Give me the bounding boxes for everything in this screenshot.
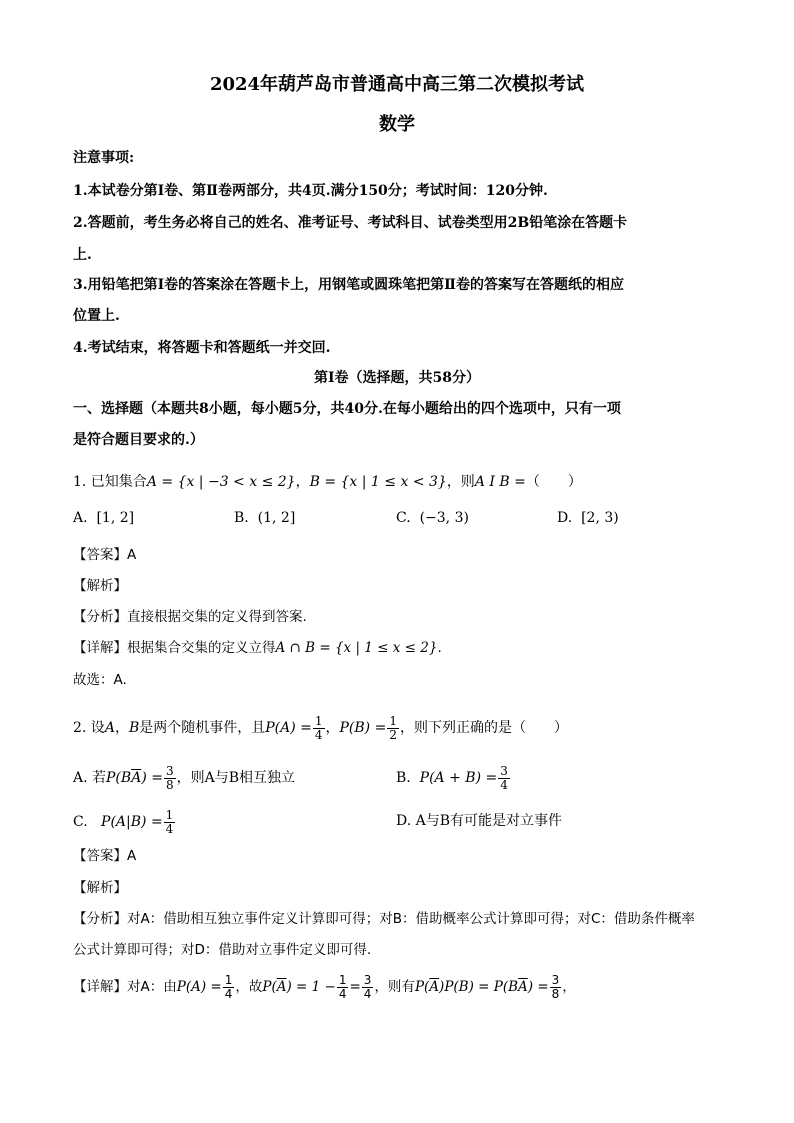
answer-blank: （ ） — [525, 474, 582, 490]
fenxi-tag: 【分析】 — [73, 609, 127, 625]
fenxi-text: 直接根据交集的定义得到答案. — [127, 609, 307, 625]
option-label: C. — [73, 814, 88, 830]
separator: ， — [325, 720, 340, 736]
subject-title: 数学 — [379, 114, 415, 135]
option-label: B. — [234, 510, 249, 526]
detail-mid: ，故 — [235, 979, 263, 995]
set-a-definition: A = {x | −3 < x ≤ 2} — [146, 474, 296, 490]
option-label: D. — [557, 510, 573, 526]
note-3-line-2: 位置上. — [73, 308, 120, 324]
detail-math: $P(\overline{A}) = 1$ − — [262, 979, 336, 995]
fraction — [223, 974, 235, 1001]
q2-detail — [73, 973, 576, 1001]
fraction — [164, 765, 176, 792]
denominator: 4 — [338, 986, 347, 1001]
option-post: ，则A与B相互独立 — [176, 770, 296, 786]
fraction — [550, 974, 562, 1001]
fraction — [362, 974, 374, 1001]
q2-option-a — [73, 764, 295, 792]
option-value: (−3, 3) — [419, 510, 469, 526]
option-expr: P(A|B) = — [101, 814, 163, 830]
q2-option-b — [396, 764, 511, 792]
event-a: A — [104, 720, 115, 736]
denominator: 4 — [363, 986, 372, 1001]
denominator: 4 — [224, 986, 233, 1001]
answer-tag: 【答案】 — [73, 848, 127, 864]
denominator: 4 — [314, 727, 323, 742]
q1-conclusion: 故选：A. — [73, 672, 127, 688]
q2-option-d: D. A与B有可能是对立事件 — [396, 813, 563, 829]
option-label: C. — [396, 510, 411, 526]
denominator: 4 — [500, 777, 508, 792]
numerator: 1 — [314, 713, 323, 728]
answer-value: A — [127, 547, 137, 563]
answer-tag: 【答案】 — [73, 547, 127, 563]
fraction — [164, 809, 176, 836]
answer-value: A — [127, 848, 137, 864]
question-2-prefix: 2. 设 — [73, 720, 105, 736]
denominator: 4 — [165, 821, 174, 836]
denominator: 2 — [389, 727, 397, 742]
fenxi-tag: 【分析】 — [73, 911, 127, 927]
q1-option-a — [73, 508, 134, 528]
detail-then: ，则有 — [374, 979, 415, 995]
fraction — [387, 715, 399, 742]
note-3-line-1: 3.用铅笔把第Ⅰ卷的答案涂在答题卡上，用钢笔或圆珠笔把第Ⅱ卷的答案写在答题纸的相应 — [73, 277, 624, 293]
notes-heading: 注意事项: — [73, 150, 135, 166]
option-label: A. — [73, 770, 88, 786]
q2-analysis-tag: 【解析】 — [73, 880, 127, 896]
prob-b-expr: P(B) = — [339, 720, 387, 736]
q1-detail — [73, 638, 442, 658]
detail-end: ， — [562, 979, 576, 995]
note-4: 4.考试结束，将答题卡和答题纸一并交回. — [73, 340, 331, 356]
numerator: 1 — [224, 972, 233, 987]
intersection-expression: A I B = — [474, 474, 526, 490]
separator: ， — [114, 720, 129, 736]
section-1-heading-line-2: 是符合题目要求的.） — [73, 432, 204, 448]
question-1-prefix: 1. 已知集合 — [73, 474, 147, 490]
option-pre: 若 — [92, 770, 107, 786]
question-1-then: ，则 — [446, 474, 475, 490]
set-b-definition: B = {x | 1 ≤ x < 3} — [309, 474, 447, 490]
denominator: 8 — [165, 777, 174, 792]
detail-tag: 【详解】 — [73, 640, 127, 656]
numerator: 1 — [389, 713, 397, 728]
question-2-end: ，则下列正确的是（ ） — [399, 720, 568, 736]
numerator: 3 — [551, 972, 560, 987]
q1-answer — [73, 545, 136, 565]
q2-fenxi-line-2: 公式计算即可得；对D：借助对立事件定义即可得. — [73, 942, 372, 958]
detail-math: A ∩ B = {x | 1 ≤ x ≤ 2} — [275, 640, 438, 656]
fraction — [498, 765, 510, 792]
option-label: A. — [73, 510, 88, 526]
question-2-mid: 是两个随机事件，且 — [139, 720, 266, 736]
option-value: (1, 2] — [257, 510, 296, 526]
separator: ， — [295, 474, 310, 490]
q1-option-c — [396, 508, 469, 528]
denominator: 8 — [551, 986, 560, 1001]
numerator: 1 — [338, 972, 347, 987]
option-expr: P(A + B) = — [419, 770, 498, 786]
numerator: 3 — [165, 763, 174, 778]
detail-math: $P(\overline{A})P(B) = P(B\overline{A})$ = — [414, 979, 549, 995]
numerator: 3 — [363, 972, 372, 987]
fenxi-text: 对A：借助相互独立事件定义计算即可得；对B：借助概率公式计算即可得；对C：借助条件概率 — [127, 911, 695, 927]
q2-fenxi-line-1 — [73, 909, 695, 929]
event-b: B — [128, 720, 140, 736]
fraction — [337, 974, 349, 1001]
option-expr: $P(B\overline{A})$ = — [106, 770, 163, 786]
numerator: 1 — [165, 807, 174, 822]
q1-analysis-tag: 【解析】 — [73, 578, 127, 594]
note-2-line-2: 上. — [73, 247, 92, 263]
detail-end: . — [437, 640, 442, 656]
fraction — [313, 715, 325, 742]
prob-a-expr: P(A) = — [265, 720, 312, 736]
option-label: B. — [396, 770, 411, 786]
detail-text: 根据集合交集的定义立得 — [127, 640, 276, 656]
note-2-line-1: 2.答题前，考生务必将自己的姓名、准考证号、考试科目、试卷类型用2B铅笔涂在答题卡 — [73, 215, 628, 231]
part-1-title: 第Ⅰ卷（选择题，共58分） — [313, 370, 481, 386]
detail-tag: 【详解】 — [73, 979, 127, 995]
q1-fenxi — [73, 607, 307, 627]
question-1-stem — [73, 472, 582, 492]
equals: = — [349, 979, 361, 995]
q1-option-d — [557, 508, 619, 528]
section-1-heading-line-1: 一、选择题（本题共8小题，每小题5分，共40分.在每小题给出的四个选项中，只有一项 — [73, 401, 621, 417]
option-value: [1, 2] — [96, 510, 135, 526]
detail-pre: 对A：由 — [127, 979, 177, 995]
question-2-stem — [73, 714, 568, 742]
q1-option-b — [234, 508, 295, 528]
exam-title: 2024年葫芦岛市普通高中高三第二次模拟考试 — [209, 74, 585, 95]
numerator: 3 — [500, 763, 508, 778]
q2-option-c — [73, 808, 176, 836]
option-value: [2, 3) — [581, 510, 619, 526]
detail-math: P(A) = — [176, 979, 222, 995]
q2-answer — [73, 846, 136, 866]
note-1: 1.本试卷分第Ⅰ卷、第Ⅱ卷两部分，共4页.满分150分；考试时间：120分钟. — [73, 183, 548, 199]
